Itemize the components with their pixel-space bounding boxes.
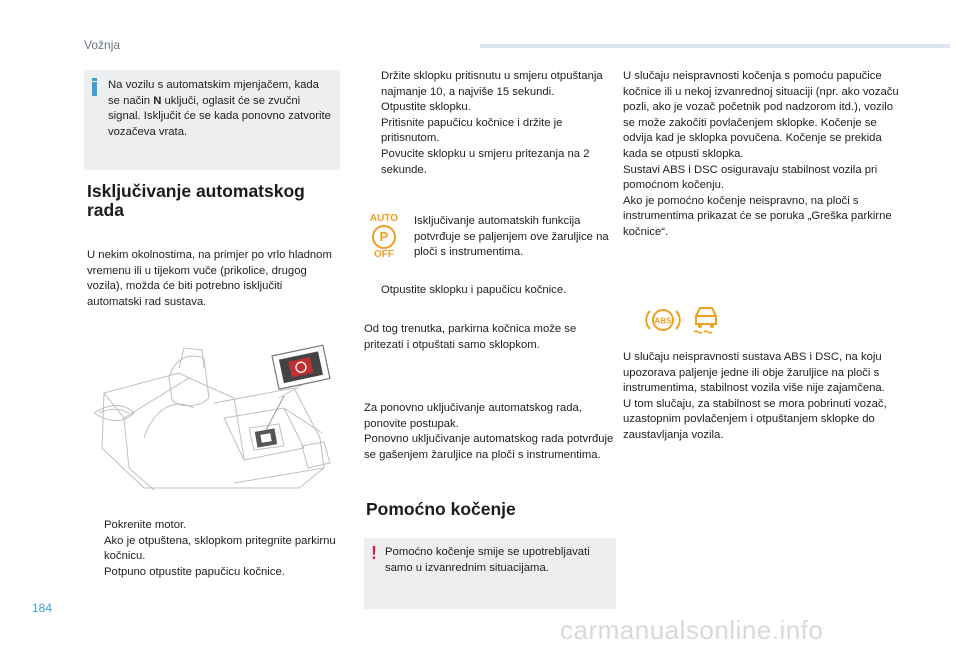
svg-text:ABS: ABS — [654, 316, 672, 326]
warning-text: Pomoćno kočenje smije se upotrebljavati samo u izvanrednim situacijama. — [385, 546, 590, 574]
list-item: Otpustite sklopku. — [381, 101, 471, 114]
header-rule — [480, 44, 950, 48]
list-item: Držite sklopku pritisnutu u smjeru otpuštanja najmanje 10, a najviše 15 sekundi. — [381, 70, 603, 98]
manual-mode-paragraph: Od tog trenutka, parkirna kočnica može se pritezati i otpuštati samo sklopkom. — [364, 323, 577, 351]
list-item: Pritisnite papučicu kočnice i držite je pritisnutom. — [381, 116, 563, 145]
exclamation-icon: ! — [371, 543, 377, 563]
auto-off-text: Isključivanje automatskih funkcija potvrđuje se paljenjem ove žaruljice na ploči s instrumentima. — [414, 215, 609, 259]
heading-emergency-braking: Pomoćno kočenje — [366, 499, 516, 519]
page-number: 184 — [32, 601, 53, 615]
list-item: Povucite sklopku u smjeru pritezanja na 2 sekunde. — [381, 147, 590, 176]
reactivate-paragraph: Za ponovno uključivanje automatskog rada, ponovite postupak. Ponovno uključivanje automatskog rada potvrđuje se gašenjem žaruljice na ploči s instrumentima. — [364, 402, 614, 461]
info-box — [84, 70, 340, 170]
list-item: Otpustite sklopku i papučicu kočnice. — [381, 284, 567, 296]
info-icon — [92, 82, 97, 96]
abs-dsc-paragraph: U slučaju neispravnosti sustava ABS i DSC, na koju upozorava paljenje jedne ili obje žaruljice na ploči s instrumentima, stabilnost vozila više nije zajamčena. U tom slučaju, za stabilnost se mora pobrinuti vozač, uzastopnim povlačenjem i otpuštanjem sklopke do zaustavljanja vozila. — [623, 351, 887, 441]
procedure-bullets — [364, 69, 614, 178]
abs-warning-icon — [644, 306, 682, 334]
release-bullet — [364, 283, 614, 299]
section-title: Vožnja — [84, 38, 121, 52]
list-item: Potpuno otpustite papučicu kočnice. — [104, 565, 285, 578]
list-item: Pokrenite motor. — [104, 519, 187, 531]
console-illustration — [84, 338, 340, 503]
auto-p-off-warning-icon: AUTO P OFF — [369, 213, 399, 260]
info-text: Na vozilu s automatskim mjenjačem, kada se način N uključi, oglasit će se zvučni signal. Isključit će se kada ponovno zatvorite vozačeva vrata. — [108, 79, 331, 138]
list-item: Ako je otpuštena, sklopkom pritegnite parkirnu kočnicu. — [104, 534, 336, 563]
warning-box — [364, 538, 616, 609]
start-bullets — [87, 518, 337, 580]
intro-paragraph: U nekim okolnostima, na primjer po vrlo hladnom vremenu ili u tijekom vuče (prikolice, drugog vozila), možda će biti potrebno isključiti automatski rad sustava. — [87, 249, 332, 308]
watermark: carmanualsonline.info — [560, 615, 824, 645]
emergency-paragraph: U slučaju neispravnosti kočenja s pomoću papučice kočnice ili u nekoj izvanrednoj situaciji (npr. ako vozaču pozli, ako je vozač početnik pod nadzorom itd.), vozilo se može zakočiti povlačenjem sklopke. Kočenje se odvija kad je sklopka povučena. Kočenje se prekida kada se otpusti sklopka. Sustavi ABS i DSC osiguravaju stabilnost vozila pri pomoćnom kočenju. Ako je pomoćno kočenje neispravno, na ploči s instrumentima prikazat će se poruka „Greška parkirne kočnice“. — [623, 70, 899, 238]
heading-disable-auto: Isključivanje automatskog rada — [87, 181, 305, 220]
dsc-warning-icon — [688, 302, 724, 338]
